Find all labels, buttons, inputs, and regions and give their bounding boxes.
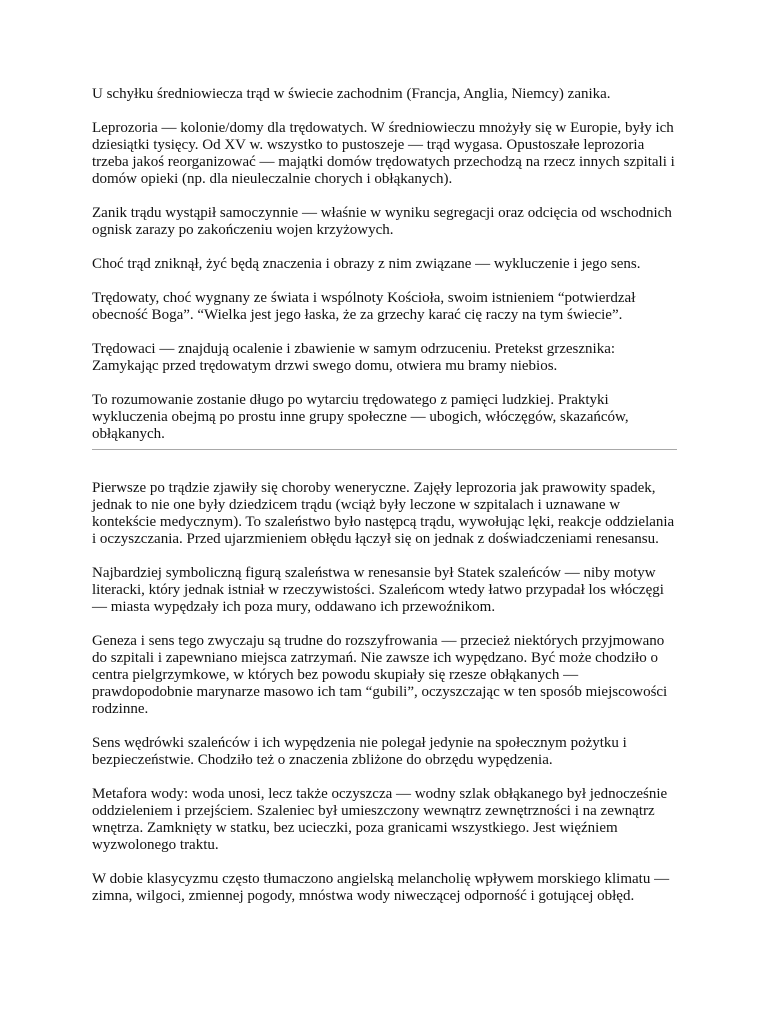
paragraph-leprosaria: Leprozoria — kolonie/domy dla trędowatych. W średniowieczu mnożyły się w Europie, były ich dziesiątki tysięcy. Od XV w. wszystko to pustoszeje — trąd wygasa. Opustoszałe leprozoria trzeba jakoś reorganizować — majątki domów trędowatych przechodzą na rzecz innych szpitali i domów opieki (np. dla nieuleczalnie chorych i obłąkanych). (92, 120, 675, 187)
paragraph-classicism-melancholy: W dobie klasycyzmu często tłumaczono angielską melancholię wpływem morskiego klimatu — zimna, wilgoci, zmiennej pogody, mnóstwa wody niweczącej odporność i gotującej obłęd. (92, 871, 670, 904)
paragraph-exclusion-meaning: Choć trąd zniknął, żyć będą znaczenia i obrazy z nim związane — wykluczenie i jego sens. (92, 256, 641, 272)
paragraph-leper-god-presence: Trędowaty, choć wygnany ze świata i wspólnoty Kościoła, swoim istnieniem “potwierdzał obecność Boga”. “Wielka jest jego łaska, że za grzechy karać cię raczy na tym świecie”. (92, 290, 636, 323)
paragraph-wandering-sense: Sens wędrówki szaleńców i ich wypędzenia nie polegał jedynie na społecznym pożytku i bezpieczeństwie. Chodziło też o znaczenia zbliżone do obrzędu wypędzenia. (92, 735, 627, 768)
paragraph-leprosy-decline: U schyłku średniowiecza trąd w świecie zachodnim (Francja, Anglia, Niemcy) zanika. (92, 86, 611, 102)
paragraph-custom-genesis: Geneza i sens tego zwyczaju są trudne do rozszyfrowania — przecież niektórych przyjmowano do szpitali i zapewniano miejsca zatrzymań. Nie zawsze ich wypędzano. Być może chodziło o centra pielgrzymkowe, w których bez powodu skupiały się rzesze obłąkanych — prawdopodobnie marynarze masowo ich tam “gubili”, oczyszczając w ten sposób miejscowości rodzinne. (92, 633, 668, 717)
section-divider (92, 449, 677, 450)
paragraph-lepers-salvation: Trędowaci — znajdują ocalenie i zbawienie w samym odrzuceniu. Pretekst grzesznika: Zamykając przed trędowatym drzwi swego domu, otwiera mu bramy niebios. (92, 341, 616, 374)
paragraph-leprosy-disappearance: Zanik trądu wystąpił samoczynnie — właśnie w wyniku segregacji oraz odcięcia od wschodnich ognisk zarazy po zakończeniu wojen krzyżowych. (92, 205, 672, 238)
document-content (92, 86, 682, 922)
paragraph-ship-of-fools: Najbardziej symboliczną figurą szaleństwa w renesansie był Statek szaleńców — niby motyw literacki, który jednak istniał w rzeczywistości. Szaleńcom wtedy łatwo przypadał los włóczęgi — miasta wypędzały ich poza mury, oddawano ich przewoźnikom. (92, 565, 664, 615)
paragraph-exclusion-practices: To rozumowanie zostanie długo po wytarciu trędowatego z pamięci ludzkiej. Praktyki wykluczenia obejmą po prostu inne grupy społeczne — ubogich, włóczęgów, skazańców, obłąkanych. (92, 392, 629, 442)
paragraph-water-metaphor: Metafora wody: woda unosi, lecz także oczyszcza — wodny szlak obłąkanego był jednocześnie oddzieleniem i przejściem. Szaleniec był umieszczony wewnątrz zewnętrzności i na zewnątrz wnętrza. Zamknięty w statku, bez ucieczki, poza granicami wszystkiego. Jest więźniem wyzwolonego traktu. (92, 786, 668, 853)
paragraph-venereal-diseases: Pierwsze po trądzie zjawiły się choroby weneryczne. Zajęły leprozoria jak prawowity spadek, jednak to nie one były dziedzicem trądu (wciąż były leczone w szpitalach i uznawane w kontekście medycznym). To szaleństwo było następcą trądu, wywołując lęki, reakcje oddzielania i oczyszczania. Przed ujarzmieniem obłędu łączył się on jednak z doświadczeniami renesansu. (92, 480, 675, 547)
